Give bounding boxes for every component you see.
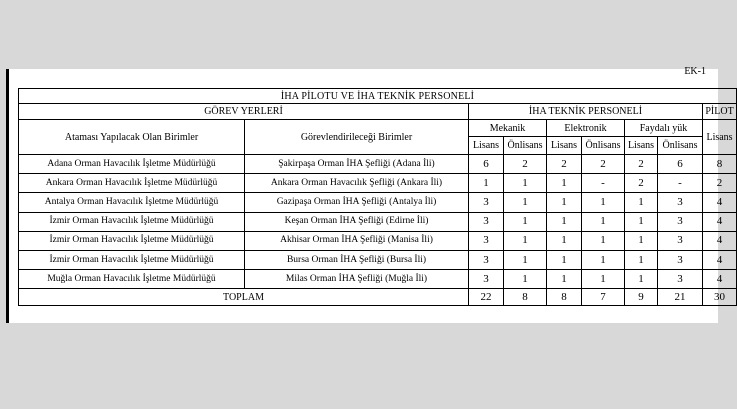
- header-duty-locations: GÖREV YERLERİ: [19, 104, 469, 120]
- value-cell: 1: [504, 231, 547, 250]
- header-lisans: Lisans: [469, 137, 504, 155]
- table-row: [19, 174, 737, 193]
- value-cell: 6: [469, 155, 504, 174]
- assigned-cell: Ankara Orman Havacılık Şefliği (Ankara İli): [245, 174, 469, 193]
- value-cell: 2: [582, 155, 625, 174]
- personnel-table: [18, 88, 737, 306]
- assigned-cell: Akhisar Orman İHA Şefliği (Manisa İli): [245, 231, 469, 250]
- header-payload: Faydalı yük: [625, 120, 703, 137]
- value-cell: 6: [658, 155, 703, 174]
- table-row: [19, 193, 737, 212]
- header-mechanic: Mekanik: [469, 120, 547, 137]
- header-pilot: PİLOT: [703, 104, 737, 120]
- unit-cell: Muğla Orman Havacılık İşletme Müdürlüğü: [19, 270, 245, 289]
- header-onlisans: Önlisans: [658, 137, 703, 155]
- total-label: TOPLAM: [19, 289, 469, 306]
- unit-cell: İzmir Orman Havacılık İşletme Müdürlüğü: [19, 231, 245, 250]
- value-cell: 1: [625, 250, 658, 269]
- value-cell: 1: [469, 174, 504, 193]
- unit-cell: İzmir Orman Havacılık İşletme Müdürlüğü: [19, 250, 245, 269]
- unit-cell: Adana Orman Havacılık İşletme Müdürlüğü: [19, 155, 245, 174]
- total-cell: 8: [504, 289, 547, 306]
- value-cell: 2: [703, 174, 737, 193]
- table-row: [19, 212, 737, 231]
- header-onlisans: Önlisans: [504, 137, 547, 155]
- annex-label: EK-1: [684, 66, 706, 77]
- value-cell: 4: [703, 231, 737, 250]
- table-row: [19, 155, 737, 174]
- value-cell: 1: [582, 270, 625, 289]
- value-cell: 3: [469, 212, 504, 231]
- value-cell: 3: [658, 212, 703, 231]
- value-cell: 4: [703, 250, 737, 269]
- value-cell: 3: [469, 270, 504, 289]
- assigned-cell: Bursa Orman İHA Şefliği (Bursa İli): [245, 250, 469, 269]
- header-technical-personnel: İHA TEKNİK PERSONELİ: [469, 104, 703, 120]
- total-cell: 22: [469, 289, 504, 306]
- value-cell: 3: [469, 231, 504, 250]
- value-cell: 2: [625, 174, 658, 193]
- assigned-cell: Milas Orman İHA Şefliği (Muğla İli): [245, 270, 469, 289]
- total-cell: 7: [582, 289, 625, 306]
- value-cell: 1: [504, 212, 547, 231]
- assigned-cell: Keşan Orman İHA Şefliği (Edirne İli): [245, 212, 469, 231]
- unit-cell: Ankara Orman Havacılık İşletme Müdürlüğü: [19, 174, 245, 193]
- total-cell: 30: [703, 289, 737, 306]
- value-cell: 3: [658, 250, 703, 269]
- assigned-cell: Şakirpaşa Orman İHA Şefliği (Adana İli): [245, 155, 469, 174]
- value-cell: 1: [582, 193, 625, 212]
- value-cell: 1: [625, 212, 658, 231]
- value-cell: 1: [625, 270, 658, 289]
- header-assigned-unit: Görevlendirileceği Birimler: [245, 120, 469, 155]
- table-title: İHA PİLOTU VE İHA TEKNİK PERSONELİ: [19, 89, 737, 104]
- value-cell: 1: [625, 231, 658, 250]
- table-row: [19, 270, 737, 289]
- value-cell: 4: [703, 193, 737, 212]
- value-cell: 2: [547, 155, 582, 174]
- value-cell: 1: [547, 270, 582, 289]
- header-pilot-lisans: Lisans: [703, 120, 737, 155]
- value-cell: 1: [582, 250, 625, 269]
- value-cell: -: [582, 174, 625, 193]
- unit-cell: İzmir Orman Havacılık İşletme Müdürlüğü: [19, 212, 245, 231]
- value-cell: 4: [703, 212, 737, 231]
- page-edge-line: [6, 69, 9, 323]
- value-cell: 3: [469, 193, 504, 212]
- table-row: [19, 250, 737, 269]
- total-row: [19, 289, 737, 306]
- value-cell: 3: [658, 270, 703, 289]
- value-cell: 1: [504, 193, 547, 212]
- value-cell: 1: [582, 231, 625, 250]
- value-cell: 1: [582, 212, 625, 231]
- table-row: [19, 231, 737, 250]
- value-cell: 1: [547, 193, 582, 212]
- value-cell: 2: [625, 155, 658, 174]
- value-cell: 1: [504, 270, 547, 289]
- value-cell: -: [658, 174, 703, 193]
- unit-cell: Antalya Orman Havacılık İşletme Müdürlüğü: [19, 193, 245, 212]
- header-onlisans: Önlisans: [582, 137, 625, 155]
- value-cell: 2: [504, 155, 547, 174]
- value-cell: 1: [547, 250, 582, 269]
- value-cell: 3: [469, 250, 504, 269]
- value-cell: 1: [625, 193, 658, 212]
- value-cell: 3: [658, 193, 703, 212]
- assigned-cell: Gazipaşa Orman İHA Şefliği (Antalya İli): [245, 193, 469, 212]
- value-cell: 1: [504, 250, 547, 269]
- value-cell: 1: [504, 174, 547, 193]
- value-cell: 8: [703, 155, 737, 174]
- header-electronic: Elektronik: [547, 120, 625, 137]
- value-cell: 4: [703, 270, 737, 289]
- value-cell: 3: [658, 231, 703, 250]
- value-cell: 1: [547, 212, 582, 231]
- value-cell: 1: [547, 174, 582, 193]
- header-lisans: Lisans: [625, 137, 658, 155]
- total-cell: 9: [625, 289, 658, 306]
- header-lisans: Lisans: [547, 137, 582, 155]
- total-cell: 8: [547, 289, 582, 306]
- value-cell: 1: [547, 231, 582, 250]
- header-assigning-unit: Ataması Yapılacak Olan Birimler: [19, 120, 245, 155]
- total-cell: 21: [658, 289, 703, 306]
